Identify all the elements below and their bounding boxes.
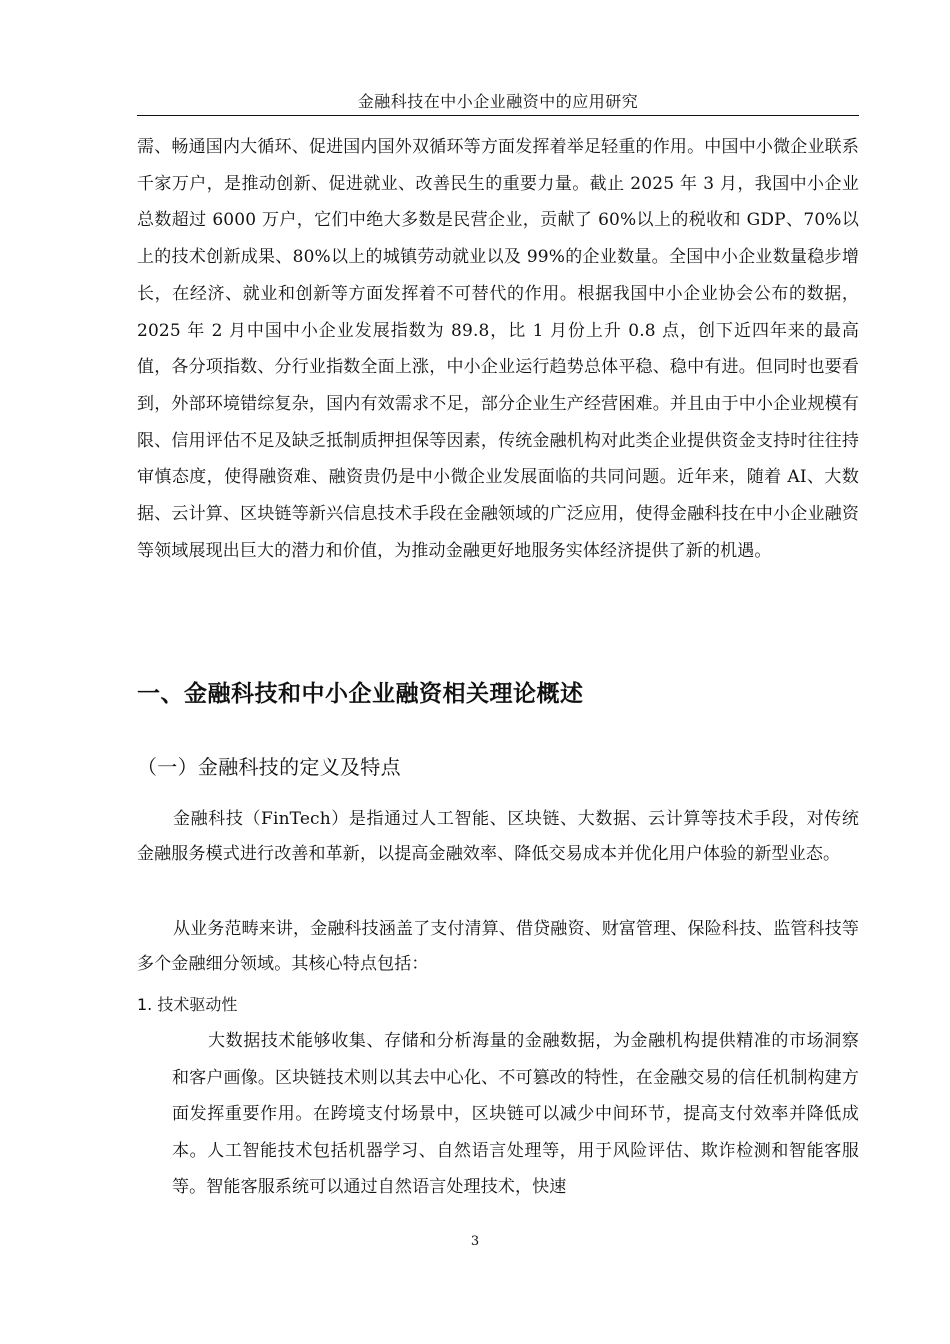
header-divider [137,115,859,116]
page-number: 3 [470,1234,480,1249]
body-paragraph-definition: 金融科技（FinTech）是指通过人工智能、区块链、大数据、云计算等技术手段，对传统金融服务模式进行改善和革新，以提高金融效率、降低交易成本并优化用户体验的新型业态。 [137,809,859,864]
running-header: 金融科技在中小企业融资中的应用研究 [357,92,639,111]
body-paragraph-scope: 从业务范畴来讲，金融科技涵盖了支付清算、借贷融资、财富管理、保险科技、监管科技等多个金融细分领域。其核心特点包括： [137,919,859,974]
section-heading: 一、金融科技和中小企业融资相关理论概述 [137,681,584,707]
subsection-heading: （一）金融科技的定义及特点 [137,755,401,779]
list-heading-tech-driven: 1. 技术驱动性 [137,995,238,1014]
body-paragraph-intro: 需、畅通国内大循环、促进国内国外双循环等方面发挥着举足轻重的作用。中国中小微企业联系千家万户，是推动创新、促进就业、改善民生的重要力量。截止 2025 年 3 月，我国中小企业总数超过 6000 万户，它们中绝大多数是民营企业，贡献了 60%以上的税收和 GDP、70%以上的技术创新成果、80%以上的城镇劳动就业以及 99%的企业数量。全国中小企业数量稳步增长，在经济、就业和创新等方面发挥着不可替代的作用。根据我国中小企业协会公布的数据，2025 年 2 月中国中小企业发展指数为 89.8，比 1 月份上升 0.8 点，创下近四年来的最高值，各分项指数、分行业指数全面上涨，中小企业运行趋势总体平稳、稳中有进。但同时也要看到，外部环境错综复杂，国内有效需求不足，部分企业生产经营困难。并且由于中小企业规模有限、信用评估不足及缺乏抵制质押担保等因素，传统金融机构对此类企业提供资金支持时往往持审慎态度，使得融资难、融资贵仍是中小微企业发展面临的共同问题。近年来，随着 AI、大数据、云计算、区块链等新兴信息技术手段在金融领域的广泛应用，使得金融科技在中小企业融资等领域展现出巨大的潜力和价值，为推动金融更好地服务实体经济提供了新的机遇。 [137,137,859,561]
body-paragraph-tech-driven: 大数据技术能够收集、存储和分析海量的金融数据，为金融机构提供精准的市场洞察和客户画像。区块链技术则以其去中心化、不可篡改的特性，在金融交易的信任机制构建方面发挥重要作用。在跨境支付场景中，区块链可以减少中间环节，提高支付效率并降低成本。人工智能技术包括机器学习、自然语言处理等，用于风险评估、欺诈检测和智能客服等。智能客服系统可以通过自然语言处理技术，快速 [172,1031,859,1198]
